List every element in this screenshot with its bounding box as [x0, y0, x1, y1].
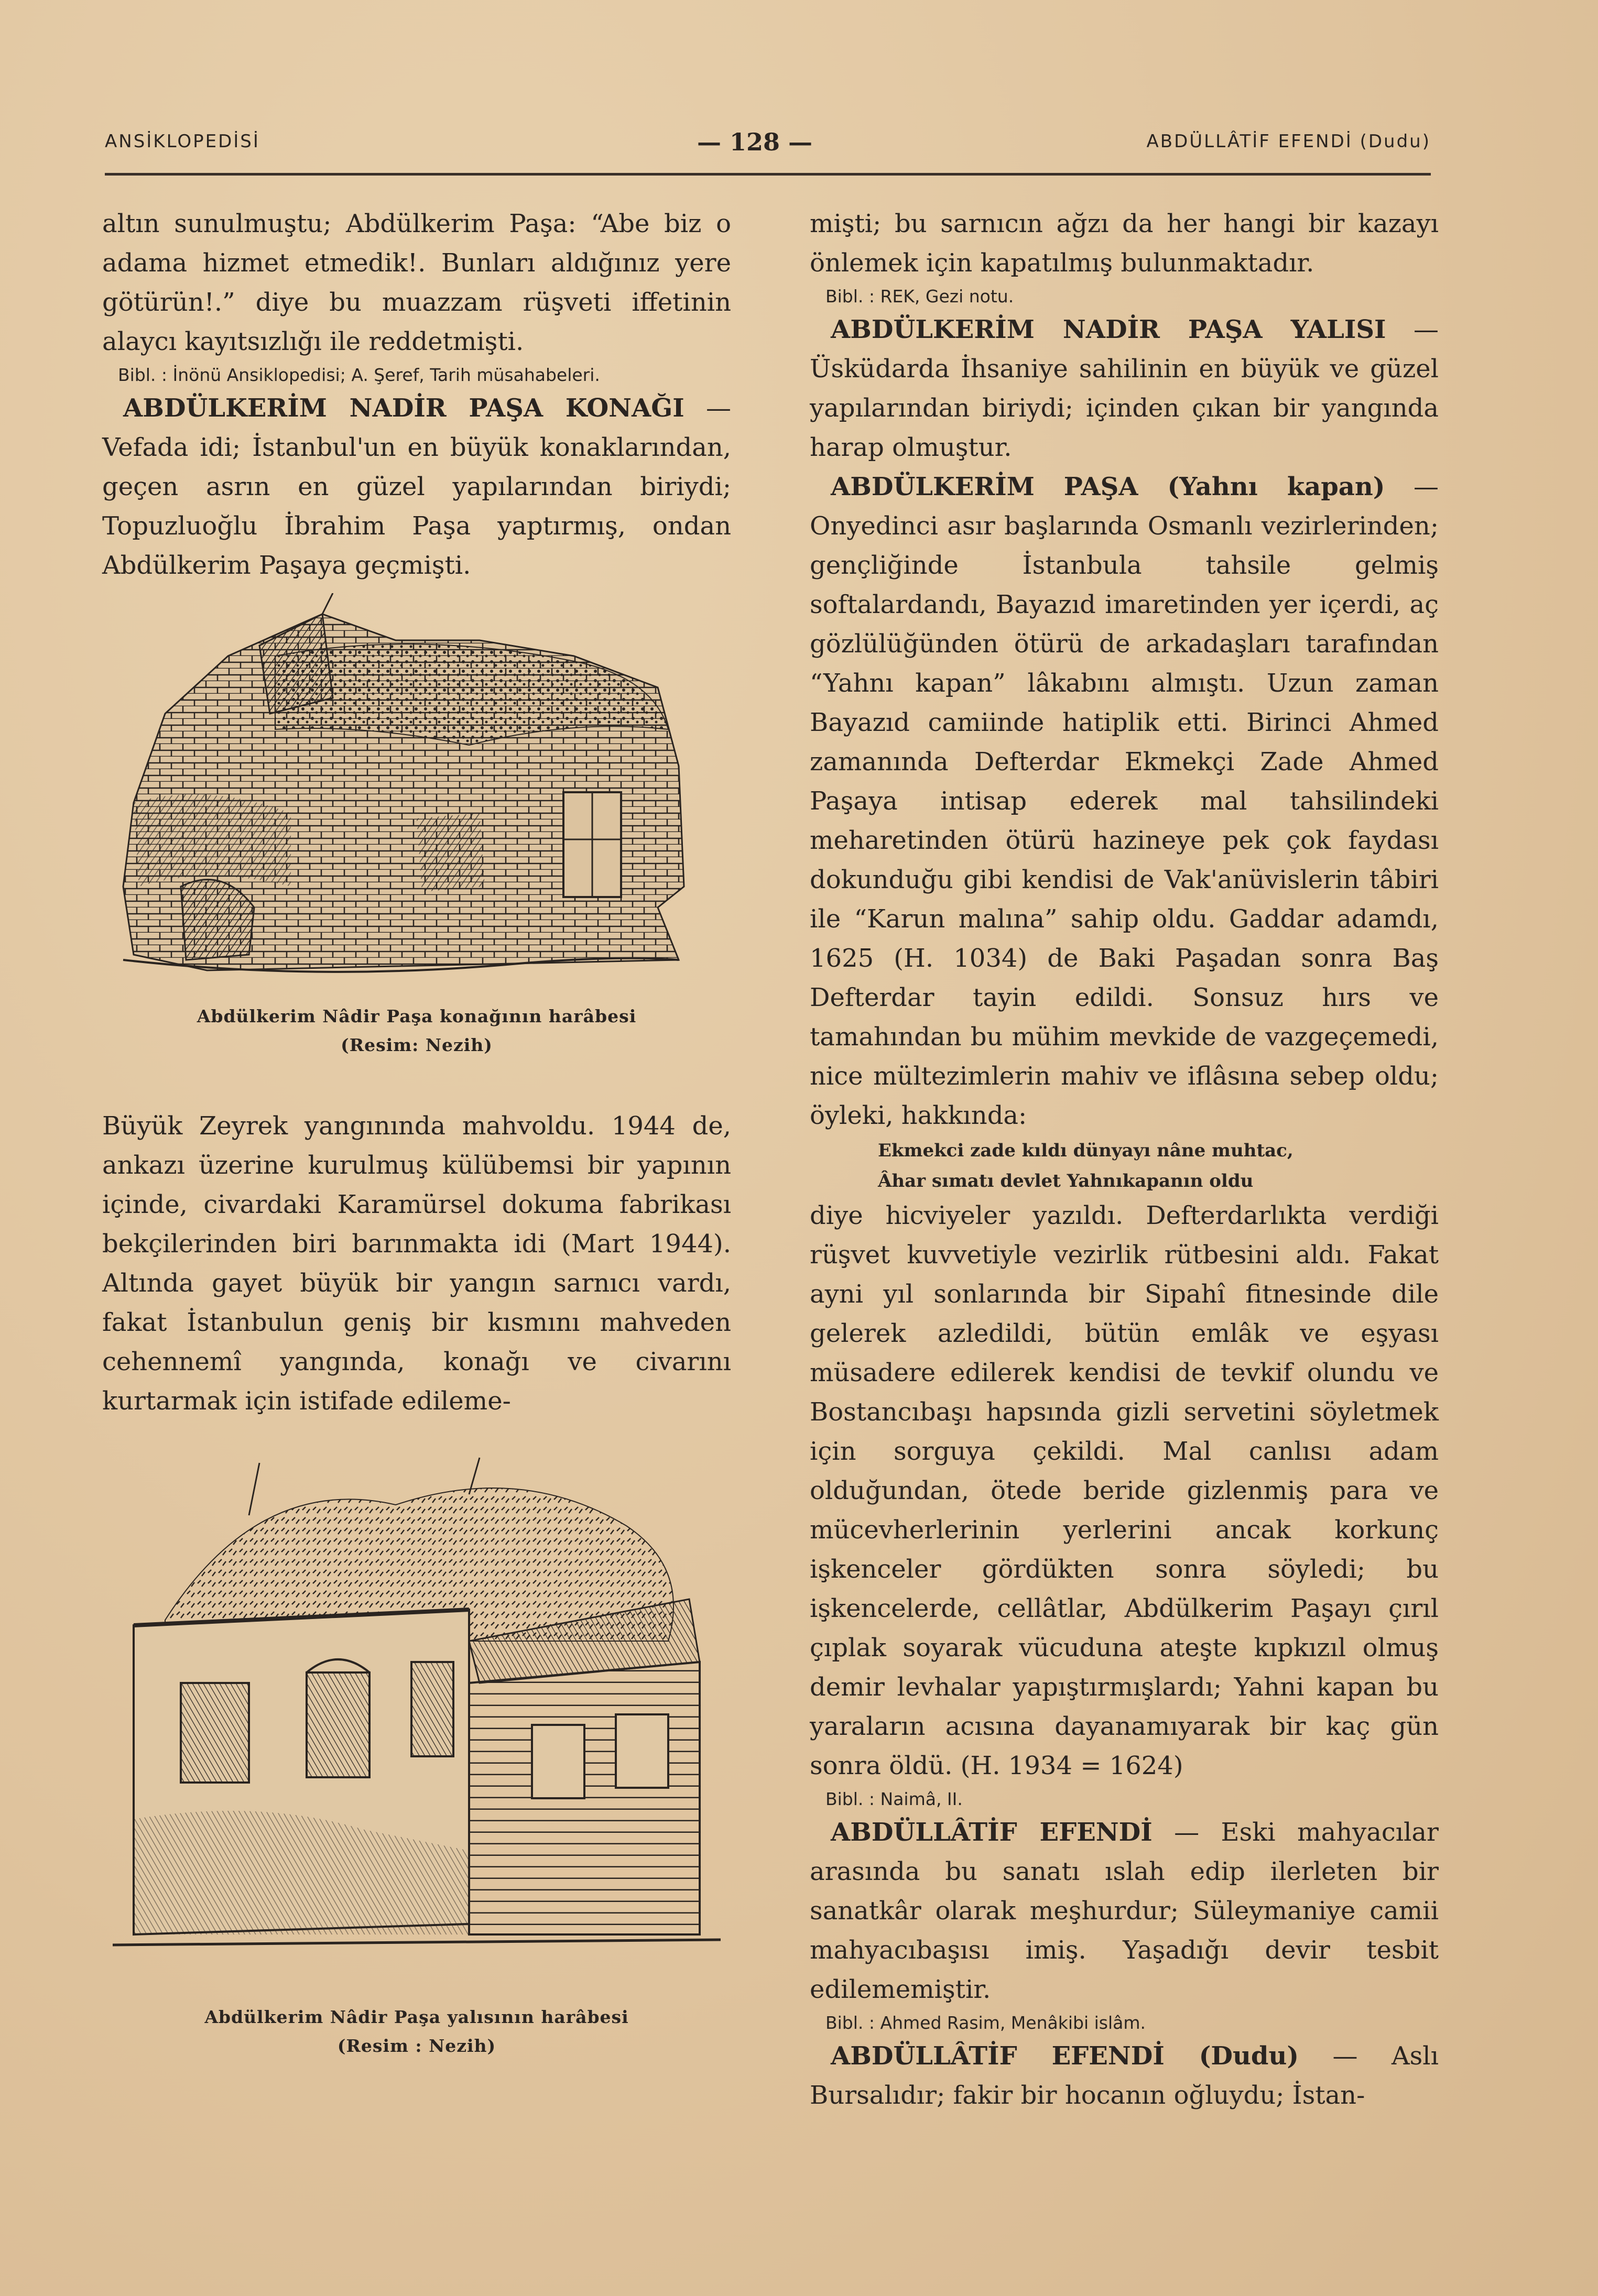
bibliography: Bibl. : İnönü Ansiklopedisi; A. Şeref, Tarih müsahabeleri.	[118, 365, 600, 385]
couplet-line-2: Âhar sımatı devlet Yahnıkapanın oldu	[878, 1171, 1254, 1191]
bibliography: Bibl. : Naimâ, II.	[825, 1789, 963, 1809]
caption-konak-title: Abdülkerim Nâdir Paşa konağının harâbesi	[197, 1006, 637, 1026]
caption-konak	[102, 1002, 731, 1059]
illustration-konak-ruin	[102, 593, 731, 1002]
left-column	[102, 204, 731, 2060]
header-right-title: ABDÜLLÂTİF EFENDİ (Dudu)	[1146, 131, 1431, 152]
header-left-title: ANSİKLOPEDİSİ	[105, 131, 260, 152]
couplet-line-1: Ekmekci zade kıldı dünyayı nâne muhtac,	[878, 1140, 1293, 1161]
header-rule	[105, 173, 1431, 176]
entry-abdullatif-dudu	[810, 2037, 1439, 2115]
illustration-yali-ruin	[102, 1452, 731, 1997]
entry-text-abdullatif: — Eski mahyacılar arasında bu sanatı ıslah edip ilerleten bir sanatkâr olarak meşhurdur; Süleymaniye camii mahyacıbaşısı imiş. Yaşadığı devir tesbit edilememiştir.	[810, 1818, 1439, 2004]
caption-konak-credit: (Resim: Nezih)	[341, 1035, 493, 1055]
entry-title-yahni-kapan: ABDÜLKERİM PAŞA (Yahnı kapan)	[831, 472, 1385, 501]
entry-yali	[810, 310, 1439, 467]
entry-title-abdullatif: ABDÜLLÂTİF EFENDİ	[831, 1818, 1153, 1847]
entry-abdullatif	[810, 1813, 1439, 2009]
bibliography: Bibl. : Ahmed Rasim, Menâkibi islâm.	[825, 2013, 1146, 2033]
right-column	[810, 204, 1439, 2115]
page-number: — 128 —	[697, 128, 813, 156]
paragraph-sarnic: mişti; bu sarnıcın ağzı da her hangi bir kazayı önlemek için kapatılmış bulunmaktadır.	[810, 209, 1439, 278]
entry-text-yali: — Üsküdarda İhsaniye sahilinin en büyük ve güzel yapılarından biriydi; içinden çıkan bir yangında harap olmuştur.	[810, 315, 1439, 462]
entry-konak	[102, 389, 731, 585]
entry-text-abdullatif-dudu: — Aslı Bursalıdır; fakir bir hocanın oğluydu; İstan-	[810, 2041, 1439, 2110]
entry-title-abdullatif-dudu: ABDÜLLÂTİF EFENDİ (Dudu)	[831, 2041, 1299, 2071]
entry-yahni-kapan	[810, 467, 1439, 1135]
running-header	[105, 128, 1431, 162]
entry-title-yali: ABDÜLKERİM NADİR PAŞA YALISI	[831, 315, 1386, 344]
couplet	[810, 1135, 1439, 1196]
entry-text-yahni-kapan-cont: diye hicviyeler yazıldı. Defterdarlıkta verdiği rüşvet kuvvetiyle vezirlik rütbesini aldı. Fakat ayni yıl sonlarında bir Sipahî fitnesinde dile gelerek azledildi, bütün emlâk ve eşyası müsadere edilerek kendisi de tevkif olundu ve Bostancıbaşı hapsında gizli servetini söyletmek için sorguya çekildi. Mal canlısı adam olduğundan, ötede beride gizlenmiş para ve mücevherlerinin yerlerini ancak korkunç işkenceler gördükten sonra söyledi; bu işkencelerde, cellâtlar, Abdülkerim Paşayı çırıl çıplak soyarak vücuduna ateşte kıpkızıl olmuş demir levhalar yapıştırmışlardı; Yahni kapan bu yaraların acısına dayanamıyarak bir kaç gün sonra öldü. (H. 1934 = 1624)	[810, 1201, 1439, 1780]
bibliography: Bibl. : REK, Gezi notu.	[825, 286, 1014, 307]
paragraph-zeyrek: Büyük Zeyrek yangınında mahvoldu. 1944 de, ankazı üzerine kurulmuş külübemsi bir yapının içinde, civardaki Karamürsel dokuma fabrikası bekçilerinden biri barınmakta idi (Mart 1944). Altında gayet büyük bir yangın sarnıcı vardı, fakat İstanbulun geniş bir kısmını mahveden cehennemî yangında, konağı ve civarını kurtarmak için istifade edileme-	[102, 1111, 731, 1416]
caption-yali	[102, 2003, 731, 2060]
entry-text-konak: — Vefada idi; İstanbul'un en büyük konaklarından, geçen asrın en güzel yapılarından biriydi; Topuzluoğlu İbrahim Paşa yaptırmış, ondan Abdülkerim Paşaya geçmişti.	[102, 393, 731, 580]
entry-text-yahni-kapan: — Onyedinci asır başlarında Osmanlı vezirlerinden; gençliğinde İstanbula tahsile gelmiş softalardandı, Bayazıd imaretinden yer içerdi, aç gözlülüğünden ötürü de arkadaşları tarafından “Yahnı kapan” lâkabını almıştı. Uzun zaman Bayazıd camiinde hatiplik etti. Birinci Ahmed zamanında Defterdar Ekmekçi Zade Ahmed Paşaya intisap ederek mal tahsilindeki meharetinden ötürü hazineye pek çok faydası dokunduğu gibi kendisi de Vak'anüvislerin tâbiri ile “Karun malına” sahip oldu. Gaddar adamdı, 1625 (H. 1034) de Baki Paşadan sonra Baş Defterdar tayin edildi. Sonsuz hırs ve tamahından bu mühim mevkide de vazgeçemedi, nice mültezimlerin mahiv ve iflâsına sebep oldu; öyleki, hakkında:	[810, 472, 1439, 1130]
entry-title-konak: ABDÜLKERİM NADİR PAŞA KONAĞI	[123, 393, 684, 423]
paragraph-continuation: altın sunulmuştu; Abdülkerim Paşa: “Abe biz o adama hizmet etmedik!. Bunları aldığınız yere götürün!.” diye bu muazzam rüşveti iffetinin alaycı kayıtsızlığı ile reddetmişti.	[102, 209, 731, 356]
caption-yali-title: Abdülkerim Nâdir Paşa yalısının harâbesi	[204, 2007, 629, 2027]
caption-yali-credit: (Resim : Nezih)	[337, 2036, 496, 2056]
